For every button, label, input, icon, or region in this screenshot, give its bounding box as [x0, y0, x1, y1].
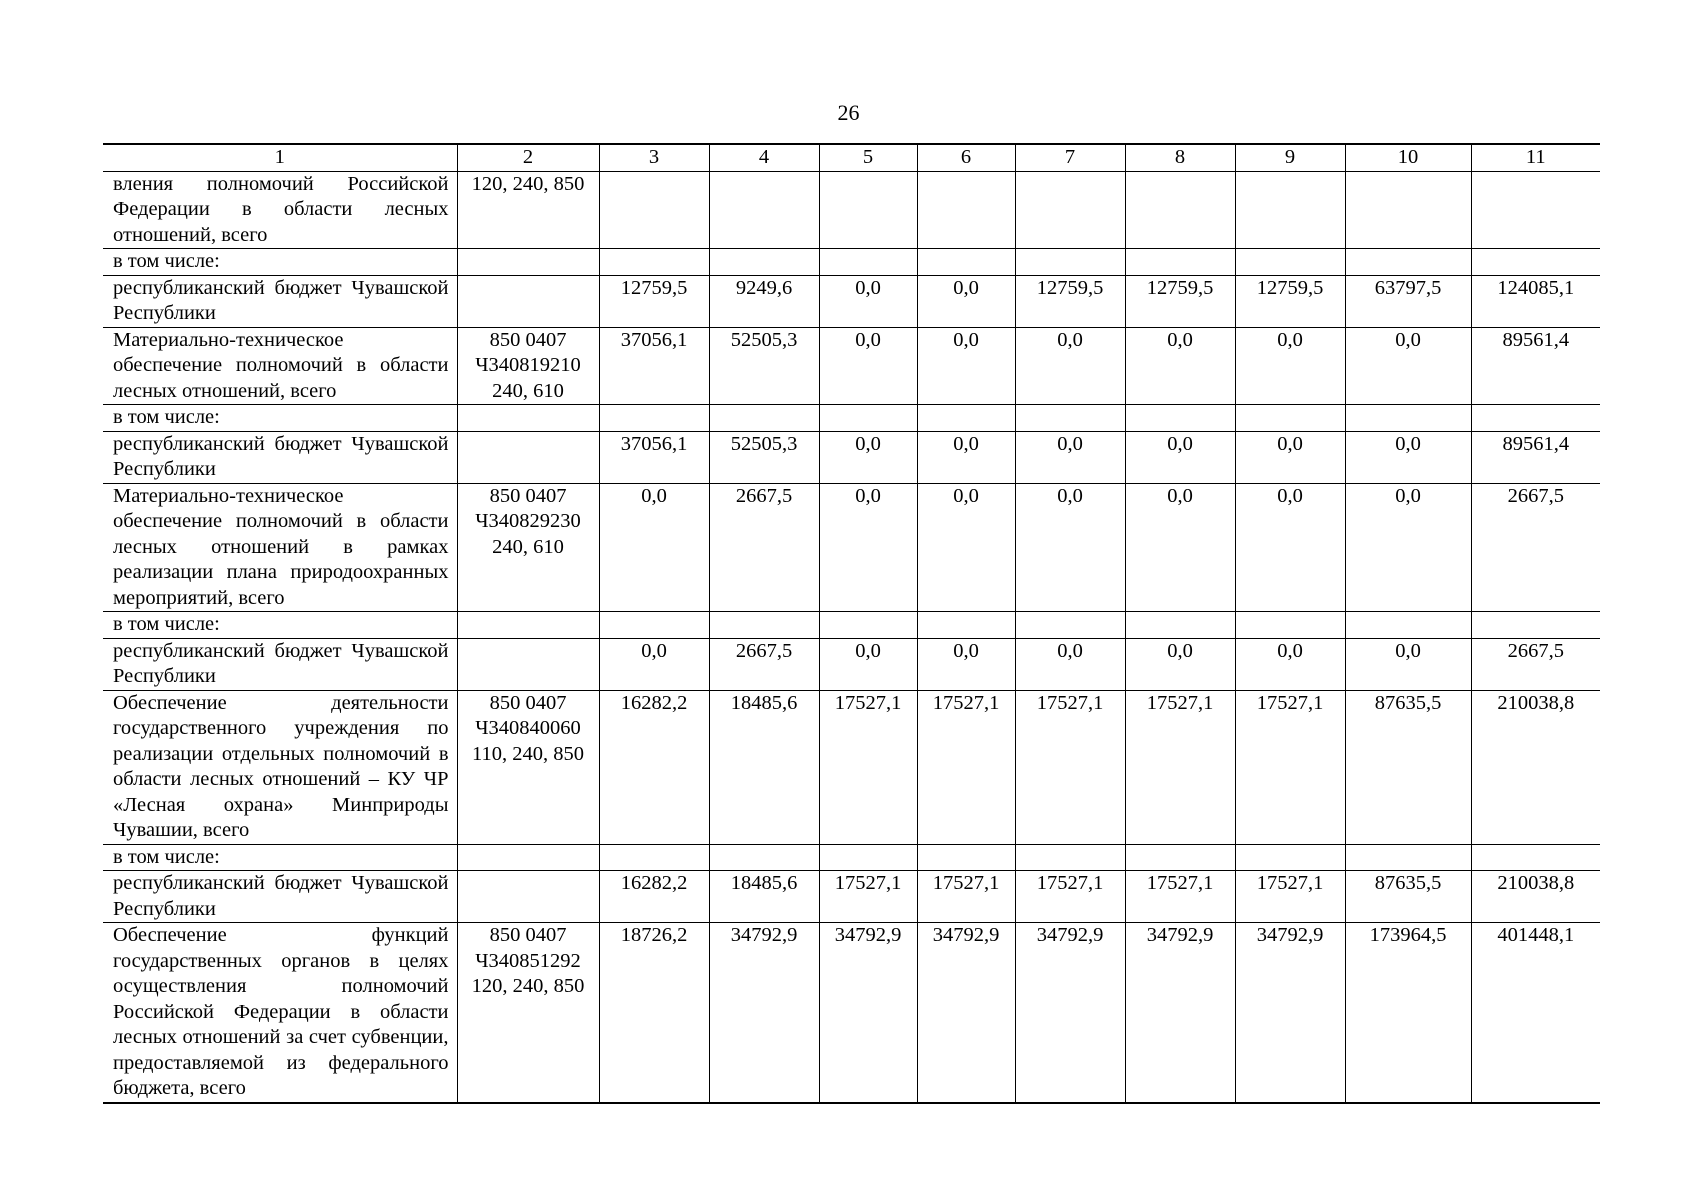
value-cell: 89561,4 [1471, 327, 1600, 405]
value-cell [1345, 249, 1471, 276]
value-cell: 17527,1 [1235, 871, 1345, 923]
value-cell: 52505,3 [709, 431, 819, 483]
value-cell: 0,0 [1015, 638, 1125, 690]
value-cell [709, 612, 819, 639]
value-cell [1471, 249, 1600, 276]
column-header-11: 11 [1471, 144, 1600, 171]
value-cell: 17527,1 [819, 871, 917, 923]
row-label: в том числе: [103, 844, 457, 871]
value-cell [1125, 844, 1235, 871]
value-cell [917, 171, 1015, 249]
value-cell: 0,0 [819, 275, 917, 327]
row-label: Материально-техническое обеспечение полномочий в области лесных отношений в рамках реализации плана природоохранных мероприятий, всего [103, 483, 457, 612]
row-label: Обеспечение функций государственных органов в целях осуществления полномочий Российской Федерации в области лесных отношений за счет субвенции, предоставляемой из федерального бюджета, всего [103, 923, 457, 1103]
table-row [103, 871, 1600, 923]
value-cell: 0,0 [1015, 327, 1125, 405]
value-cell [819, 249, 917, 276]
column-header-6: 6 [917, 144, 1015, 171]
value-cell [1125, 249, 1235, 276]
row-label: вления полномочий Российской Федерации в области лесных отношений, всего [113, 172, 449, 246]
table-row [103, 327, 1600, 405]
value-cell [1471, 612, 1600, 639]
value-cell: 34792,9 [917, 923, 1015, 1103]
table-header-row [103, 144, 1600, 171]
value-cell: 87635,5 [1345, 871, 1471, 923]
value-cell: 17527,1 [1235, 690, 1345, 844]
column-header-5: 5 [819, 144, 917, 171]
value-cell: 124085,1 [1471, 275, 1600, 327]
value-cell: 37056,1 [599, 327, 709, 405]
value-cell: 0,0 [1015, 483, 1125, 612]
budget-code: 850 0407 Ч340840060 110, 240, 850 [457, 690, 599, 844]
value-cell: 210038,8 [1471, 690, 1600, 844]
budget-code: 850 0407 Ч340829230 240, 610 [457, 483, 599, 612]
budget-code: 850 0407 Ч340851292 120, 240, 850 [457, 923, 599, 1103]
value-cell: 17527,1 [1125, 690, 1235, 844]
value-cell: 18485,6 [709, 871, 819, 923]
column-header-8: 8 [1125, 144, 1235, 171]
value-cell: 0,0 [599, 483, 709, 612]
budget-code [457, 844, 599, 871]
value-cell: 17527,1 [1015, 690, 1125, 844]
value-cell [599, 844, 709, 871]
value-cell: 17527,1 [917, 871, 1015, 923]
value-cell [819, 612, 917, 639]
value-cell: 0,0 [1235, 327, 1345, 405]
value-cell [1125, 171, 1235, 249]
value-cell [599, 405, 709, 432]
value-cell [917, 249, 1015, 276]
value-cell: 12759,5 [1015, 275, 1125, 327]
value-cell: 18485,6 [709, 690, 819, 844]
value-cell [1345, 612, 1471, 639]
value-cell [1125, 405, 1235, 432]
value-cell [1345, 405, 1471, 432]
table-row [103, 431, 1600, 483]
value-cell: 0,0 [819, 431, 917, 483]
value-cell: 0,0 [917, 431, 1015, 483]
value-cell: 0,0 [917, 275, 1015, 327]
value-cell [1235, 844, 1345, 871]
value-cell: 2667,5 [709, 483, 819, 612]
value-cell: 9249,6 [709, 275, 819, 327]
value-cell: 16282,2 [599, 871, 709, 923]
value-cell: 37056,1 [599, 431, 709, 483]
value-cell [917, 844, 1015, 871]
value-cell: 52505,3 [709, 327, 819, 405]
budget-code: 850 0407 Ч340819210 240, 610 [457, 327, 599, 405]
value-cell: 2667,5 [709, 638, 819, 690]
value-cell [599, 612, 709, 639]
value-cell [1125, 612, 1235, 639]
value-cell [1345, 171, 1471, 249]
value-cell [819, 844, 917, 871]
table-row [103, 844, 1600, 871]
value-cell [1345, 844, 1471, 871]
column-header-10: 10 [1345, 144, 1471, 171]
value-cell: 2667,5 [1471, 483, 1600, 612]
value-cell: 17527,1 [1125, 871, 1235, 923]
budget-code [457, 638, 599, 690]
value-cell: 89561,4 [1471, 431, 1600, 483]
value-cell [709, 171, 819, 249]
value-cell: 0,0 [917, 327, 1015, 405]
row-label: республиканский бюджет Чувашской Республики [103, 275, 457, 327]
table-row [103, 923, 1600, 1103]
value-cell: 34792,9 [819, 923, 917, 1103]
value-cell [599, 249, 709, 276]
row-label: республиканский бюджет Чувашской Республики [103, 431, 457, 483]
table-row [103, 483, 1600, 612]
budget-table [103, 143, 1600, 1104]
row-label: республиканский бюджет Чувашской Республики [103, 638, 457, 690]
value-cell: 0,0 [599, 638, 709, 690]
column-header-9: 9 [1235, 144, 1345, 171]
budget-code [457, 275, 599, 327]
value-cell [1471, 405, 1600, 432]
value-cell: 0,0 [1125, 483, 1235, 612]
value-cell: 16282,2 [599, 690, 709, 844]
table-row [103, 690, 1600, 844]
value-cell [709, 249, 819, 276]
value-cell [819, 405, 917, 432]
value-cell [1015, 844, 1125, 871]
value-cell: 12759,5 [1125, 275, 1235, 327]
value-cell [1471, 171, 1600, 249]
value-cell [819, 171, 917, 249]
value-cell [709, 844, 819, 871]
column-header-3: 3 [599, 144, 709, 171]
value-cell: 87635,5 [1345, 690, 1471, 844]
value-cell: 0,0 [1235, 431, 1345, 483]
value-cell [1471, 844, 1600, 871]
value-cell: 2667,5 [1471, 638, 1600, 690]
value-cell [599, 171, 709, 249]
table-row [103, 275, 1600, 327]
value-cell: 0,0 [819, 483, 917, 612]
value-cell: 0,0 [1345, 638, 1471, 690]
value-cell: 0,0 [1235, 483, 1345, 612]
value-cell: 34792,9 [1015, 923, 1125, 1103]
budget-code [457, 612, 599, 639]
column-header-7: 7 [1015, 144, 1125, 171]
value-cell: 0,0 [1015, 431, 1125, 483]
budget-code: 120, 240, 850 [457, 171, 599, 249]
value-cell [917, 612, 1015, 639]
value-cell: 12759,5 [1235, 275, 1345, 327]
value-cell: 18726,2 [599, 923, 709, 1103]
value-cell [1015, 249, 1125, 276]
budget-code [457, 871, 599, 923]
row-label: в том числе: [103, 249, 457, 276]
budget-code [457, 431, 599, 483]
table-body [103, 171, 1600, 1103]
table-row [103, 638, 1600, 690]
value-cell: 173964,5 [1345, 923, 1471, 1103]
value-cell: 63797,5 [1345, 275, 1471, 327]
value-cell: 0,0 [1345, 431, 1471, 483]
value-cell: 34792,9 [1235, 923, 1345, 1103]
value-cell: 0,0 [1345, 483, 1471, 612]
value-cell: 17527,1 [1015, 871, 1125, 923]
row-label: Обеспечение деятельности государственного учреждения по реализации отдельных полномочий в области лесных отношений – КУ ЧР «Лесная охрана» Минприроды Чувашии, всего [103, 690, 457, 844]
page-number: 26 [837, 100, 860, 125]
table-row [103, 171, 1600, 249]
value-cell: 34792,9 [709, 923, 819, 1103]
budget-code [457, 405, 599, 432]
column-header-2: 2 [457, 144, 599, 171]
value-cell: 34792,9 [1125, 923, 1235, 1103]
value-cell: 0,0 [819, 327, 917, 405]
row-label: республиканский бюджет Чувашской Республики [103, 871, 457, 923]
value-cell: 0,0 [1125, 431, 1235, 483]
value-cell [1235, 405, 1345, 432]
table-row [103, 612, 1600, 639]
value-cell: 12759,5 [599, 275, 709, 327]
column-header-4: 4 [709, 144, 819, 171]
budget-code [457, 249, 599, 276]
value-cell [1015, 405, 1125, 432]
value-cell: 210038,8 [1471, 871, 1600, 923]
table-row [103, 405, 1600, 432]
value-cell [1235, 171, 1345, 249]
value-cell: 401448,1 [1471, 923, 1600, 1103]
value-cell: 0,0 [1125, 638, 1235, 690]
value-cell [1015, 612, 1125, 639]
value-cell: 0,0 [1345, 327, 1471, 405]
value-cell [1235, 249, 1345, 276]
row-label: Материально-техническое обеспечение полномочий в области лесных отношений, всего [103, 327, 457, 405]
value-cell [1235, 612, 1345, 639]
value-cell: 0,0 [1125, 327, 1235, 405]
value-cell [709, 405, 819, 432]
row-label: в том числе: [103, 405, 457, 432]
value-cell: 0,0 [1235, 638, 1345, 690]
value-cell: 17527,1 [917, 690, 1015, 844]
table-row [103, 249, 1600, 276]
value-cell [1015, 171, 1125, 249]
value-cell: 0,0 [819, 638, 917, 690]
value-cell [917, 405, 1015, 432]
value-cell: 17527,1 [819, 690, 917, 844]
row-label: в том числе: [103, 612, 457, 639]
value-cell: 0,0 [917, 483, 1015, 612]
value-cell: 0,0 [917, 638, 1015, 690]
column-header-1: 1 [103, 144, 457, 171]
